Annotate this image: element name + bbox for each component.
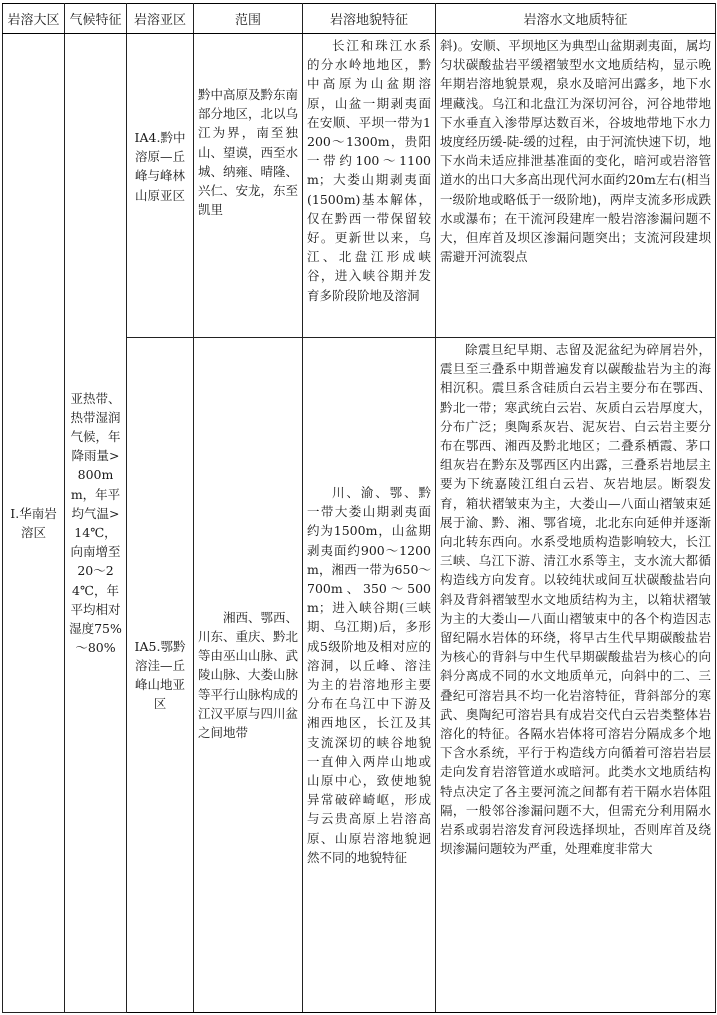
subregion-cell	[127, 34, 194, 338]
landform-cell	[303, 338, 436, 1013]
header-region: 岩溶大区	[3, 4, 65, 34]
range-text: 黔中高原及黔东南部分地区，北以乌江为界，南至独山、望谟，西至水城、纳雍、晴隆、兴仁、安龙，东至凯里	[198, 87, 299, 218]
climate-text: 亚热带、热带湿润气候，年降雨量>800mm，年平均气温>14℃，向南增至20～24℃，年平均相对湿度75%～80%	[69, 390, 122, 656]
header-row	[3, 4, 716, 34]
region-cell	[3, 34, 65, 1013]
header-range: 范围	[194, 4, 303, 34]
karst-zoning-table	[2, 3, 716, 1013]
hydro-text: 斜)。安顺、平坝地区为典型山盆期剥夷面，属均匀状碳酸盐岩平缓褶皱型水文地质结构，显示晚年期岩溶地貌景观，泉水及暗河出露多，地下水埋藏浅。乌江和北盘江为深切河谷，河谷地带地下水垂直入渗带厚达数百米，谷坡地带地下水力坡度经历缓-陡-缓的过程，由于河流快速下切，地下水尚未适应排泄基准面的变化，暗河或岩溶管道水的出口大多高出现代河水面约20m左右(相当一级阶地或略低于一级阶地)，两岸支流多形成跌水或瀑布；在干流河段建库一般岩溶渗漏问题不大，但库首及坝区渗漏问题突出；支流河段建坝需避开河流裂点	[440, 38, 711, 265]
range-cell	[194, 34, 303, 338]
subregion-cell	[127, 338, 194, 1013]
subregion-name: ⅠA5.鄂黔溶洼—丘峰山地亚区	[134, 638, 186, 712]
header-climate: 气候特征	[65, 4, 127, 34]
subregion-name: ⅠA4.黔中溶原—丘峰与峰林山原亚区	[134, 130, 186, 203]
hydro-cell	[436, 338, 716, 1013]
landform-text: 川、渝、鄂、黔一带大娄山期剥夷面约为1500m，山盆期剥夷面约900～1200m，湘西一带为650～700m、350～500m；进入峡谷期(三峡期、乌江期)后，多形成5级阶地及相对应的溶洞，以丘峰、溶洼为主的岩溶地形主要分布在乌江中下游及湘西地区，长江及其支流深切的峡谷地貌一直伸入两岸山地或山原中心，致使地貌异常破碎崎岖，形成与云贵高原上岩溶高原、山原岩溶地貌迥然不同的地貌特征	[307, 484, 431, 865]
landform-text: 长江和珠江水系的分水岭地地区，黔中高原为山盆期溶原，山盆一期剥夷面在安顺、平坝一带为1200～1300m，贵阳一带约100～1100m；大娄山期剥夷面(1500m)基本解体，仅在黔西一带保留较好。更新世以来，乌江、北盘江形成峡谷，进入峡谷期并发育多阶段阶地及溶洞	[307, 38, 431, 303]
region-name: Ⅰ.华南岩溶区	[10, 505, 57, 540]
landform-cell	[303, 34, 436, 338]
range-text: 湘西、鄂西、川东、重庆、黔北等由巫山山脉、武陵山脉、大娄山脉等平行山脉构成的江汉平原与四川盆之间地带	[198, 609, 299, 740]
table-row	[3, 34, 716, 338]
header-landform: 岩溶地貌特征	[303, 4, 436, 34]
climate-cell	[65, 34, 127, 1013]
range-cell	[194, 338, 303, 1013]
header-hydro: 岩溶水文地质特征	[436, 4, 716, 34]
header-subregion: 岩溶亚区	[127, 4, 194, 34]
hydro-cell	[436, 34, 716, 338]
hydro-text: 除震旦纪早期、志留及泥盆纪为碎屑岩外，震旦至三叠系中期普遍发育以碳酸盐岩为主的海相沉积。震旦系含硅质白云岩主要分布在鄂西、黔北一带；寒武统白云岩、灰质白云岩厚度大，分布广泛；奥陶系灰岩、泥灰岩、白云岩主要分布在鄂西、湘西及黔北地区；二叠系栖霞、茅口组灰岩在黔东及鄂西区内出露，三叠系岩地层主要为下统嘉陵江组白云岩、灰岩地层。断裂发育，箱状褶皱束为主，大娄山—八面山褶皱束延展于渝、黔、湘、鄂省境，北北东向延伸并逐渐向北转东西向。水系受地质构造影响较大，长江三峡、乌江下游、清江水系等主，支水流大都循构造线方向发育。以较纯状或间互状碳酸盐岩向斜及背斜褶皱型水文地质结构为主，以箱状褶皱为主的大娄山—八面山褶皱束中的各个构造因志留纪隔水岩体的环绕，将早古生代早期碳酸盐岩为核心的背斜与中生代早期碳酸盐岩为核心的向斜分离成不同的水文地质单元，向斜中的二、三叠纪可溶岩具不均一化岩溶特征，背斜部分的寒武、奥陶纪可溶岩具有成岩交代白云岩类整体岩溶化的特征。各隔水岩体将可溶岩分隔成多个地下含水系统，平行于构造线方向循着可溶岩岩层走向发育岩溶管道水或暗河。此类水文地质结构特点决定了各主要河流之间都有若干隔水岩体阻隔，一般邻谷渗漏问题不大，但需充分利用隔水岩系或弱岩溶发育河段选择坝址，否则库首及绕坝渗漏问题较为严重，处理难度非常大	[440, 342, 711, 857]
